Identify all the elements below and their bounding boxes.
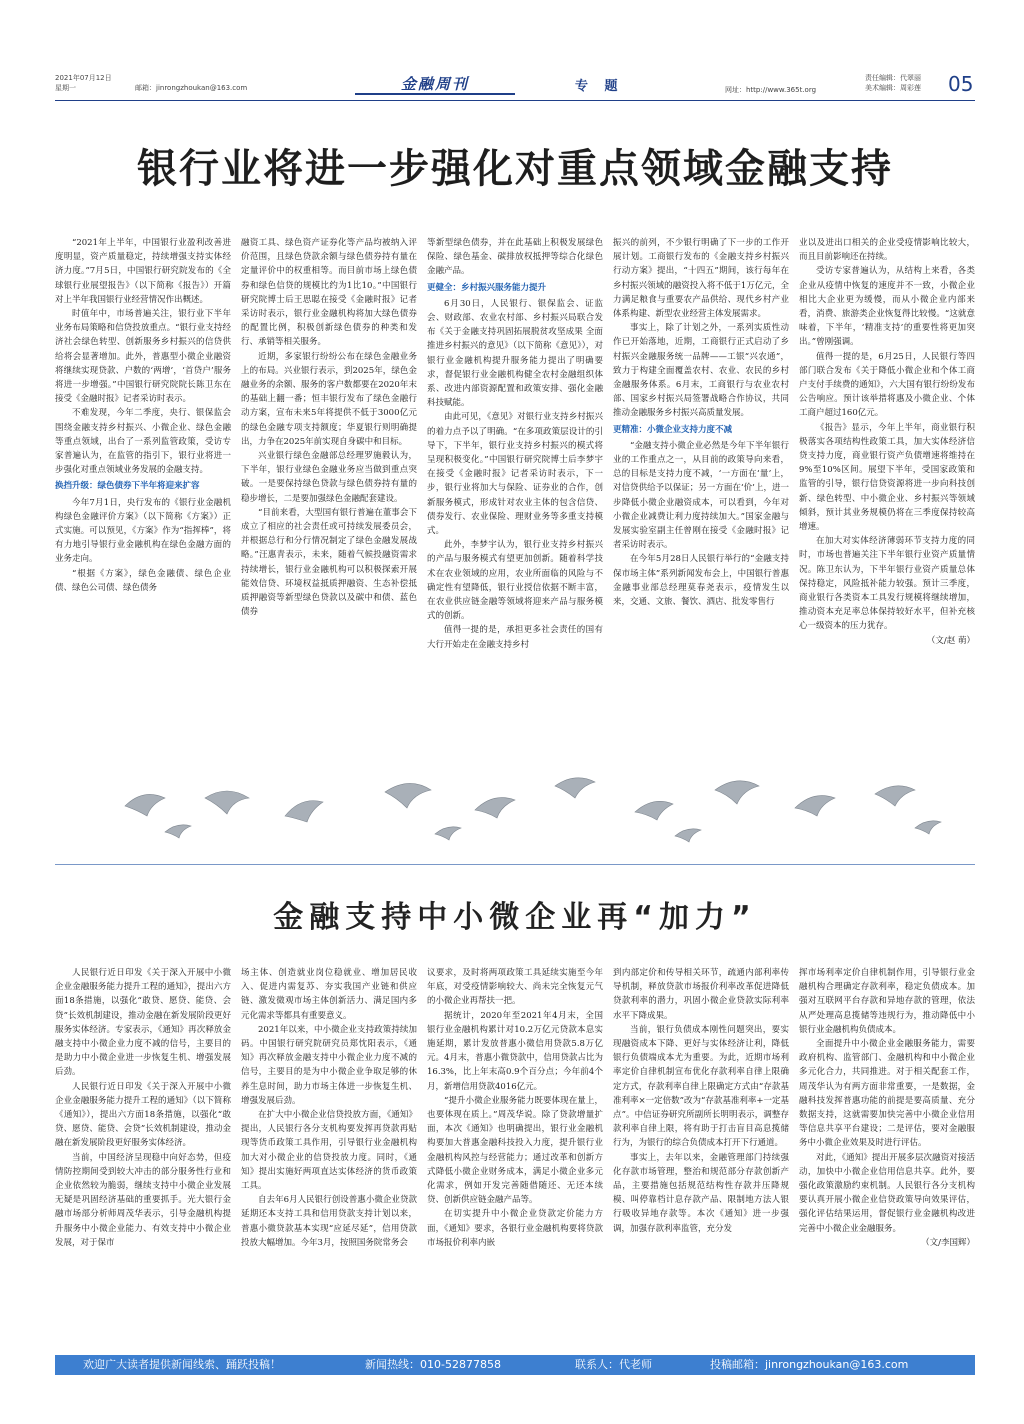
paragraph: 近期，多家银行纷纷公布在绿色金融业务上的布局。兴业银行表示，到2025年，绿色金融业务的余额、服务的客户数都要在2020年末的基础上翻一番；恒丰银行发布了绿色金融行动方案，宣布未来5年将提供不低于3000亿元的绿色金融专项支持额度；华夏银行则明确提出，力争在2025年前实现自身碳中和目标。 [241,351,417,447]
paragraph: 对此，《通知》提出开展多层次融资对接活动，加快中小微企业信用信息共享。此外，要强化政策激励约束机制。人民银行各分支机构要认真开展小微企业信贷政策导向效果评估，强化评估结果运用，督促银行业金融机构改进完善中小微企业金融服务。 [799,1152,975,1234]
paragraph: 自去年6月人民银行创设普惠小微企业贷款延期还本支持工具和信用贷款支持计划以来，普惠小微贷款基本实现“应延尽延”，信用贷款投放大幅增加。今年3月，按照国务院常务会 [241,1195,417,1248]
article1-body [55,236,975,736]
paragraph: 等新型绿色债券，并在此基础上积极发展绿色保险、绿色基金、碳排放权抵押等综合化绿色金融产品。 [427,238,603,277]
paragraph: 在扩大中小微企业信贷投放方面，《通知》提出，人民银行各分支机构要发挥再贷款再贴现等货币政策工具作用，引导银行业金融机构加大对小微企业的信贷投放力度。同时，《通知》提出实施好两项直达实体经济的货币政策工具。 [241,1110,417,1192]
paragraph: 议要求，及时将两项政策工具延续实施至今年年底，对受疫情影响较大、尚未完全恢复元气的小微企业再帮扶一把。 [427,968,603,1007]
paragraph: 受访专家普遍认为，从结构上来看，各类企业从疫情中恢复的速度并不一致，小微企业相比大企业更为缓慢，而从小微企业内部来看，消费、旅游类企业恢复得比较慢。“这就意味着，下半年，‘精准支持’的重要性将更加突出。”曾刚强调。 [799,266,975,348]
flying-birds-illustration [55,746,975,856]
author-byline: （文/李国辉） [921,1237,975,1248]
article2-column [241,966,417,1342]
paragraph: 挥市场利率定价自律机制作用，引导银行业金融机构合理确定存款利率，稳定负债成本。加强对互联网平台存款和异地存款的管理，依法从严处理高息揽储等违规行为，推动降低中小银行业金融机构负债成本。 [799,968,975,1035]
paragraph: 人民银行近日印发《关于深入开展中小微企业金融服务能力提升工程的通知》（以下简称《通知》），提出六方面18条措施，以强化“敢贷、愿贷、能贷、会贷”长效机制建设，推动金融在新发展阶段更好服务实体经济。 [55,1081,231,1149]
page-number: 05 [948,72,974,96]
article1-column [613,236,789,736]
paragraph: “金融支持小微企业必然是今年下半年银行业的工作重点之一，从目前的政策导向来看，总的目标是支持力度不减，‘一方面在‘量’上，对信贷供给予以保证；另一方面在‘价’上，进一步降低小微企业融资成本，可以看到，今年对小微企业减费让利力度持续加大。”国家金融与发展实验室副主任曾刚在接受《金融时报》记者采访时表示。 [613,440,789,551]
section-divider [55,864,975,865]
footer-banner [55,1355,975,1375]
paragraph: “提升小微企业服务能力既要体现在量上，也要体现在质上。”周茂华说。除了贷款增量扩面，本次《通知》也明确提出，银行业金融机构要加大普惠金融科技投入力度，提升银行业金融机构风控与经营能力；通过改革和创新方式降低小微企业财务成本，满足小微企业多元化需求，例如开发完善随借随还、无还本续贷、创新供应链金融产品等。 [427,1095,603,1206]
paragraph: 当前，银行负债成本刚性问题突出，要实现融资成本下降、更好与实体经济让利，降低银行负债端成本尤为重要。为此，近期市场利率定价自律机制宣布优化存款利率自律上限确定方式，存款利率自律上限确定方式由“存款基准利率×一定倍数”改为“存款基准利率+一定基点”。中信证券研究所副所长明明表示，调整存款利率自律上限，将有助于打击盲目高息揽储行为，为银行的综合负债成本打开下行通道。 [613,1024,789,1149]
paragraph: 6月30日，人民银行、银保监会、证监会、财政部、农业农村部、乡村振兴局联合发布《关于金融支持巩固拓展脱贫攻坚成果 全面推进乡村振兴的意见》（以下简称《意见》），对银行业金融机构提升服务能力提出了明确要求，督促银行业金融机构健全农村金融组织体系、改进内部资源配置和政策安排、强化金融科技赋能。 [427,298,603,409]
header-email: 邮箱：jinrongzhoukan@163.com [135,84,248,92]
paragraph: 由此可见，《意见》对银行业支持乡村振兴的着力点予以了明确。“在多项政策层设计的引导下，下半年，银行业支持乡村振兴的模式将呈现积极变化。”中国银行研究院博士后李梦宇在接受《金融时报》记者采访时表示，下一步，银行业将加大与保险、证券业的合作，创新服务模式，形成针对农业主体的包含信贷、债券发行、农业保险、理财业务等多重支持模式。 [427,412,603,537]
birds-icon [55,746,975,856]
paragraph: 据统计，2020年至2021年4月末，全国银行业金融机构累计对10.2万亿元贷款本息实施延期，累计发放普惠小微信用贷款5.8万亿元。4月末，普惠小微贷款中，信用贷款占比为16.3%，比上年末高0.9个百分点；今年前4个月，新增信用贷款4016亿元。 [427,1010,603,1092]
paragraph: 今年7月1日，央行发布的《银行业金融机构绿色金融评价方案》（以下简称《方案》）正式实施。可以预见，《方案》作为“指挥棒”，将有力地引导银行业金融机构在绿色金融方面的业务走向。 [55,497,231,565]
section-title: 专 题 [575,79,624,94]
footer-email: 投稿邮箱：jinrongzhoukan@163.com [710,1358,909,1371]
subheading: 更精准：小微企业支持力度不减 [613,424,733,435]
paragraph: 人民银行近日印发《关于深入开展中小微企业金融服务能力提升工程的通知》，提出六方面18条措施，以强化“敢贷、愿贷、能贷、会贷”长效机制建设，推动金融在新发展阶段更好服务实体经济。专家表示，《通知》再次释放金融支持中小微企业力度不减的信号，主要目的是助力中小微企业进一步恢复生机、增强发展后劲。 [55,968,231,1078]
paragraph: 2021年以来，中小微企业支持政策持续加码。中国银行研究院研究员郑忱阳表示，《通知》再次释放金融支持中小微企业力度不减的信号，主要目的是为中小微企业争取足够的休养生息时间，助力市场主体进一步恢复生机、增强发展后劲。 [241,1024,417,1106]
article2-column [55,966,231,1342]
paragraph: 不难发现，今年二季度，央行、银保监会围绕金融支持乡村振兴、小微企业、绿色金融等重点领域，出台了一系列监管政策，受访专家普遍认为，在监管的指引下，银行业将进一步强化对重点领域业务发展的金融支持。 [55,408,231,476]
header-rule [55,100,975,101]
paragraph: 兴业银行绿色金融部总经理罗施毅认为，下半年，银行业绿色金融业务应当做到重点突破。一是要保持绿色贷款与绿色债券持有量的稳步增长，二是要加强绿色金融配套建设。 [241,451,417,504]
paragraph: 当前，中国经济呈现稳中向好态势，但疫情防控期间受到较大冲击的部分服务性行业和企业依然较为脆弱，继续支持中小微企业发展无疑是巩固经济基础的重要抓手。光大银行金融市场部分析师周茂华表示，引导金融机构提升服务中小微企业能力、有效支持中小微企业发展，对于保市 [55,1152,231,1248]
paragraph: 融资工具、绿色资产证券化等产品均被纳入评价范围，且绿色贷款余额与绿色债券持有量在定量评价中的权重相等。而目前市场上绿色债券和绿色信贷的规模比约为1比10。”中国银行研究院博士后王思聪在接受《金融时报》记者采访时表示，银行业金融机构将加大绿色债券的配置比例，积极创新绿色债券的种类和发行、承销等相关服务。 [241,238,417,348]
paragraph: 值得一提的是，6月25日，人民银行等四部门联合发布《关于降低小微企业和个体工商户支付手续费的通知》，六大国有银行纷纷发布公告响应。预计该举措将惠及小微企业、个体工商户超过160亿元。 [799,351,975,419]
brand-name: 金融周刊 [400,75,469,93]
paragraph: 在加大对实体经济薄弱环节支持力度的同时，市场也普遍关注下半年银行业资产质量情况。陈卫东认为，下半年银行业资产质量总体保持稳定，风险抵补能力较强。预计三季度，商业银行各类资本工具发行规模将继续增加，推动资本充足率总体保持较好水平，但补充核心一级资本的压力犹存。 [799,536,975,632]
article2-headline: 金融支持中小微企业再“加力” [273,900,757,935]
paragraph: 值得一提的是，承担更多社会责任的国有大行开始走在金融支持乡村 [427,625,603,650]
article2-column [799,966,975,1342]
article1-column [55,236,231,736]
article2-column [427,966,603,1342]
paragraph: 在切实提升中小微企业贷款定价能力方面，《通知》要求，各银行业金融机构要将贷款市场报价利率内嵌 [427,1209,603,1248]
paragraph: 事实上，除了计划之外，一系列实质性动作已开始落地，近期，工商银行正式启动了乡村振兴金融服务统一品牌——工银“兴农通”，致力于构建全面覆盖农村、农业、农民的乡村金融服务体系。6月末，工商银行与农业农村部、国家乡村振兴局签署战略合作协议，共同推动金融服务乡村振兴高质量发展。 [613,323,789,419]
header-website: 网址：http://www.365t.org [725,86,817,94]
art-editor: 美术编辑：周彩莲 [865,84,921,92]
paragraph: 此外，李梦宇认为，银行业支持乡村振兴的产品与服务模式有望更加创新。随着科学技术在农业领域的应用，农业所面临的风险与不确定性有望降低，银行业授信依据不断丰富，在农业供应链金融等领域将迎来产品与服务模式的创新。 [427,540,603,622]
paragraph: 场主体、创造就业岗位稳就业、增加居民收入、促进内需复苏、夯实我国产业链和供应链、激发微观市场主体创新活力、满足国内多元化需求等都具有重要意义。 [241,968,417,1021]
footer-hotline: 新闻热线：010-52877858 [365,1358,501,1371]
editor-in-charge: 责任编辑：代翠丽 [865,74,921,82]
paragraph: 全面提升中小微企业金融服务能力，需要政府机构、监管部门、金融机构和中小微企业多元化合力，共同推进。对于相关配套工作，周茂华认为有两方面非常重要，一是数据，金融科技发挥普惠功能的前提是要高质量、充分数据支持，这就需要加快完善中小微企业信用等信息共享平台建设；二是评估，要对金融服务中小微企业效果及时进行评估。 [799,1039,975,1149]
paragraph: 事实上，去年以来，金融管理部门持续强化存款市场管理，整治和规范部分存款创新产品，主要措施包括规范结构性存款并压降规模、叫停靠档计息存款产品、限制地方法人银行吸收异地存款等。本次《通知》进一步强调，加强存款利率监管，充分发 [613,1152,789,1234]
footer-slogan: 欢迎广大读者提供新闻线索、踊跃投稿！ [83,1358,281,1371]
subheading: 换挡升级：绿色债券下半年将迎来扩容 [55,481,200,492]
page-header [55,73,975,99]
paragraph: 时值年中，市场普遍关注，银行业下半年业务布局策略和信贷投放重点。“银行业支持经济社会绿色转型、创新服务乡村振兴的信贷供给将会显著增加。此外，普惠型小微企业融资将继续实现贷款、户数的‘两增’，‘首贷户’服务将进一步增强。”中国银行研究院院长陈卫东在接受《金融时报》记者采访时表示。 [55,309,231,405]
editor-credits [865,73,921,93]
paragraph: “2021年上半年，中国银行业盈利改善进度明显，资产质量稳定，持续增强支持实体经济力度。”7月5日，中国银行研究院发布的《全球银行业展望报告》（以下简称《报告》）开篇对上半年我国银行业经营情况作出概述。 [55,238,231,305]
article1-column [799,236,975,736]
issue-date-block [55,73,112,93]
paragraph: 业以及进出口相关的企业受疫情影响比较大，而且目前影响还在持续。 [799,238,975,263]
paragraph: 到内部定价和传导相关环节，疏通内部利率传导机制，释放贷款市场报价利率改革促进降低贷款利率的潜力，巩固小微企业贷款实际利率水平下降成果。 [613,968,789,1021]
paragraph: 在今年5月28日人民银行举行的“金融支持保市场主体”系列新闻发布会上，中国银行普惠金融事业部总经理莫春尧表示，疫情发生以来，交通、文旅、餐饮、酒店、批发零售行 [613,554,789,608]
article1-column [427,236,603,736]
issue-date: 2021年07月12日 [55,74,112,82]
subheading: 更健全：乡村振兴服务能力提升 [427,282,547,293]
article1-column [241,236,417,736]
article2-column [613,966,789,1342]
article1-headline: 银行业将进一步强化对重点领域金融支持 [137,145,893,192]
author-byline: （文/赵 萌） [926,635,975,646]
paragraph: “目前来看，大型国有银行普遍在董事会下成立了相应的社会责任或可持续发展委员会，并根据总行和分行情况制定了绿色金融发展战略。”汪惠青表示，未来，随着气候投融资需求持续增长，银行业金融机构可以积极探索开展能效信贷、环境权益抵质押融资、生态补偿抵质押融资等新型绿色贷款以及碳中和债、蓝色债券 [241,507,417,618]
paragraph: 《报告》显示，今年上半年，商业银行积极落实各项结构性政策工具，加大实体经济信贷支持力度，商业银行资产负债增速将维持在9%至10%区间。展望下半年，受国家政策和监管的引导，银行信贷资源将进一步向科技创新、绿色转型、中小微企业、乡村振兴等领域倾斜，预计其业务规模仍将在三季度保持较高增速。 [799,422,975,533]
footer-contact: 联系人：代老师 [575,1358,652,1371]
brand-logo [355,73,515,95]
paragraph: “根据《方案》，绿色金融债、绿色企业债、绿色公司债、绿色债务 [55,568,231,593]
paragraph: 振兴的前列，不少银行明确了下一步的工作开展计划。工商银行发布的《金融支持乡村振兴行动方案》提出，“十四五”期间，该行每年在乡村振兴领域的融资投入将不低于1万亿元，全力满足粮食与重要农产品供给、现代乡村产业体系构建、新型农业经营主体发展需求。 [613,238,789,320]
article2-body [55,966,975,1342]
issue-weekday: 星期一 [55,84,76,92]
